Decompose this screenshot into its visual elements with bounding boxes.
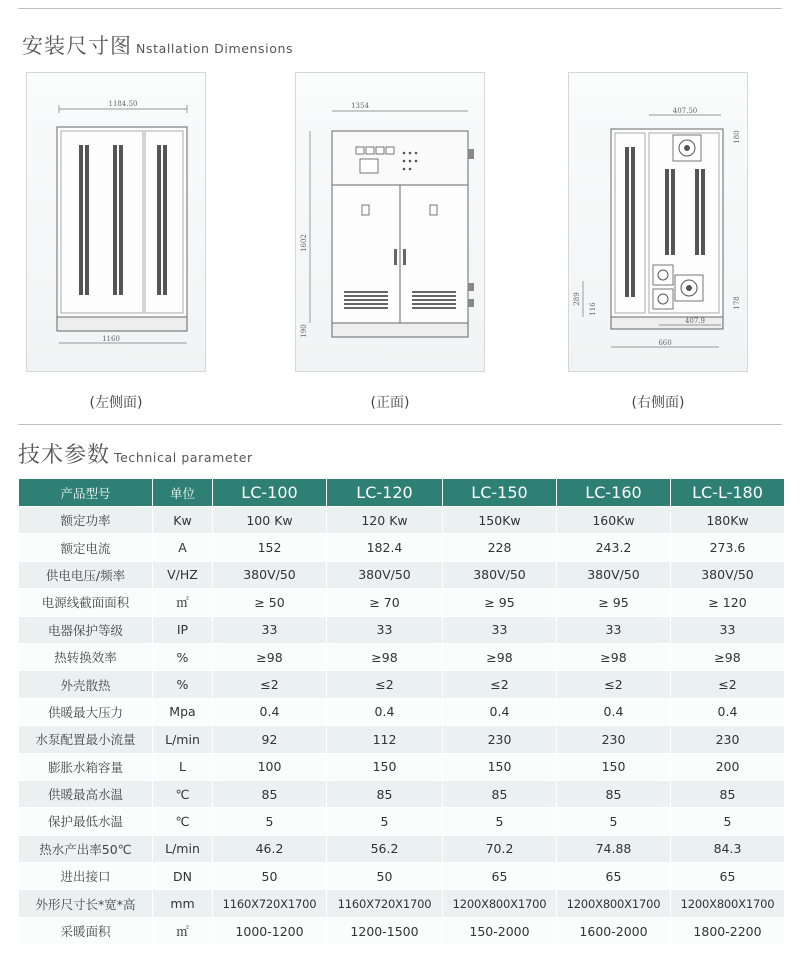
value-cell: ≥ 95 bbox=[443, 589, 557, 616]
value-cell: 380V/50 bbox=[671, 561, 785, 588]
value-cell: 1600-2000 bbox=[557, 917, 671, 944]
table-row bbox=[19, 589, 785, 616]
param-name-cell: 电器保护等级 bbox=[19, 616, 153, 643]
value-cell: 380V/50 bbox=[213, 561, 327, 588]
param-name-cell: 进出接口 bbox=[19, 863, 153, 890]
param-name-cell: 供暖最大压力 bbox=[19, 698, 153, 725]
left-dim-depth: 1160 bbox=[102, 335, 120, 343]
param-name-cell: 水泵配置最小流量 bbox=[19, 726, 153, 753]
value-cell: 5 bbox=[327, 808, 443, 835]
value-cell: 150Kw bbox=[443, 507, 557, 534]
value-cell: 92 bbox=[213, 726, 327, 753]
value-cell: 5 bbox=[443, 808, 557, 835]
unit-cell: V/HZ bbox=[153, 561, 213, 588]
unit-cell: A bbox=[153, 534, 213, 561]
table-row bbox=[19, 616, 785, 643]
unit-cell: L/min bbox=[153, 726, 213, 753]
table-row bbox=[19, 671, 785, 698]
table-row bbox=[19, 890, 785, 917]
value-cell: 243.2 bbox=[557, 534, 671, 561]
value-cell: 150 bbox=[557, 753, 671, 780]
value-cell: 70.2 bbox=[443, 835, 557, 862]
value-cell: 1800-2200 bbox=[671, 917, 785, 944]
unit-cell: L bbox=[153, 753, 213, 780]
unit-cell: mm bbox=[153, 890, 213, 917]
value-cell: 100 Kw bbox=[213, 507, 327, 534]
section-divider bbox=[18, 424, 782, 425]
right-side-drawing bbox=[569, 73, 749, 373]
header-lc-120: LC-120 bbox=[327, 479, 443, 507]
table-row bbox=[19, 835, 785, 862]
install-title-en: Nstallation Dimensions bbox=[136, 41, 294, 56]
value-cell: ≤2 bbox=[443, 671, 557, 698]
value-cell: 152 bbox=[213, 534, 327, 561]
unit-cell: Kw bbox=[153, 507, 213, 534]
tech-title-cn: 技术参数 bbox=[18, 443, 111, 468]
table-row bbox=[19, 726, 785, 753]
value-cell: 180Kw bbox=[671, 507, 785, 534]
install-title-cn: 安装尺寸图 bbox=[22, 34, 132, 58]
value-cell: ≤2 bbox=[213, 671, 327, 698]
param-name-cell: 外形尺寸长*宽*高 bbox=[19, 890, 153, 917]
value-cell: 0.4 bbox=[327, 698, 443, 725]
table-row bbox=[19, 808, 785, 835]
table-row bbox=[19, 534, 785, 561]
param-name-cell: 外壳散热 bbox=[19, 671, 153, 698]
value-cell: 5 bbox=[671, 808, 785, 835]
value-cell: 230 bbox=[443, 726, 557, 753]
front-drawing bbox=[296, 73, 486, 373]
value-cell: 100 bbox=[213, 753, 327, 780]
param-name-cell: 保护最低水温 bbox=[19, 808, 153, 835]
install-section-title bbox=[22, 30, 293, 60]
value-cell: ≤2 bbox=[327, 671, 443, 698]
value-cell: 0.4 bbox=[443, 698, 557, 725]
param-name-cell: 膨胀水箱容量 bbox=[19, 753, 153, 780]
value-cell: ≥98 bbox=[557, 643, 671, 670]
header-model: 产品型号 bbox=[19, 479, 153, 507]
value-cell: 33 bbox=[327, 616, 443, 643]
value-cell: ≥98 bbox=[671, 643, 785, 670]
table-row bbox=[19, 780, 785, 807]
value-cell: ≥ 70 bbox=[327, 589, 443, 616]
header-lc-100: LC-100 bbox=[213, 479, 327, 507]
table-row bbox=[19, 863, 785, 890]
unit-cell: % bbox=[153, 671, 213, 698]
value-cell: 46.2 bbox=[213, 835, 327, 862]
table-header-row bbox=[19, 479, 785, 507]
value-cell: 1200-1500 bbox=[327, 917, 443, 944]
table-row bbox=[19, 507, 785, 534]
value-cell: 50 bbox=[213, 863, 327, 890]
value-cell: ≥ 120 bbox=[671, 589, 785, 616]
value-cell: 0.4 bbox=[671, 698, 785, 725]
front-dim-width: 1354 bbox=[351, 102, 369, 110]
right-dim-height-2: 116 bbox=[589, 302, 597, 316]
value-cell: ≥ 95 bbox=[557, 589, 671, 616]
unit-cell: ℃ bbox=[153, 780, 213, 807]
value-cell: 112 bbox=[327, 726, 443, 753]
value-cell: 33 bbox=[557, 616, 671, 643]
value-cell: ≤2 bbox=[557, 671, 671, 698]
value-cell: ≤2 bbox=[671, 671, 785, 698]
param-name-cell: 电源线截面面积 bbox=[19, 589, 153, 616]
param-name-cell: 额定电流 bbox=[19, 534, 153, 561]
right-dim-height-3: 178 bbox=[733, 296, 741, 310]
value-cell: ≥98 bbox=[327, 643, 443, 670]
right-dim-height-1: 289 bbox=[573, 292, 581, 306]
value-cell: ≥ 50 bbox=[213, 589, 327, 616]
left-side-caption: (左侧面) bbox=[89, 395, 143, 411]
table-row bbox=[19, 917, 785, 944]
value-cell: 65 bbox=[443, 863, 557, 890]
left-side-view bbox=[26, 72, 206, 372]
value-cell: 150-2000 bbox=[443, 917, 557, 944]
value-cell: 85 bbox=[213, 780, 327, 807]
value-cell: 85 bbox=[443, 780, 557, 807]
left-dim-width: 1184.50 bbox=[108, 100, 138, 108]
header-lc-150: LC-150 bbox=[443, 479, 557, 507]
value-cell: 150 bbox=[443, 753, 557, 780]
right-dim-bottom: 407.9 bbox=[684, 317, 706, 325]
value-cell: 0.4 bbox=[213, 698, 327, 725]
value-cell: 65 bbox=[557, 863, 671, 890]
right-dim-depth: 660 bbox=[658, 339, 672, 347]
table-row bbox=[19, 753, 785, 780]
value-cell: 1200X800X1700 bbox=[443, 890, 557, 917]
value-cell: 85 bbox=[327, 780, 443, 807]
param-name-cell: 供电电压/频率 bbox=[19, 561, 153, 588]
value-cell: 1200X800X1700 bbox=[557, 890, 671, 917]
value-cell: 200 bbox=[671, 753, 785, 780]
value-cell: 33 bbox=[443, 616, 557, 643]
param-name-cell: 采暖面积 bbox=[19, 917, 153, 944]
value-cell: 85 bbox=[671, 780, 785, 807]
unit-cell: ℃ bbox=[153, 808, 213, 835]
value-cell: 56.2 bbox=[327, 835, 443, 862]
value-cell: 230 bbox=[671, 726, 785, 753]
value-cell: 1200X800X1700 bbox=[671, 890, 785, 917]
unit-cell: ㎡ bbox=[153, 589, 213, 616]
unit-cell: IP bbox=[153, 616, 213, 643]
value-cell: 84.3 bbox=[671, 835, 785, 862]
right-side-caption: (右侧面) bbox=[631, 395, 685, 411]
value-cell: ≥98 bbox=[443, 643, 557, 670]
front-dim-height: 1602 bbox=[300, 234, 308, 252]
unit-cell: L/min bbox=[153, 835, 213, 862]
tech-section-title bbox=[18, 438, 253, 469]
right-dim-top: 407.50 bbox=[672, 107, 698, 115]
value-cell: 380V/50 bbox=[443, 561, 557, 588]
right-dim-side: 180 bbox=[733, 130, 741, 144]
value-cell: 182.4 bbox=[327, 534, 443, 561]
value-cell: 150 bbox=[327, 753, 443, 780]
table-row bbox=[19, 561, 785, 588]
value-cell: ≥98 bbox=[213, 643, 327, 670]
value-cell: 85 bbox=[557, 780, 671, 807]
front-view bbox=[295, 72, 485, 372]
value-cell: 380V/50 bbox=[557, 561, 671, 588]
value-cell: 380V/50 bbox=[327, 561, 443, 588]
table-row bbox=[19, 643, 785, 670]
front-caption: (正面) bbox=[370, 395, 410, 411]
param-name-cell: 额定功率 bbox=[19, 507, 153, 534]
header-lc-160: LC-160 bbox=[557, 479, 671, 507]
param-name-cell: 热转换效率 bbox=[19, 643, 153, 670]
value-cell: 228 bbox=[443, 534, 557, 561]
header-unit: 单位 bbox=[153, 479, 213, 507]
value-cell: 50 bbox=[327, 863, 443, 890]
value-cell: 273.6 bbox=[671, 534, 785, 561]
value-cell: 0.4 bbox=[557, 698, 671, 725]
front-dim-base: 190 bbox=[300, 324, 308, 338]
value-cell: 1160X720X1700 bbox=[327, 890, 443, 917]
value-cell: 33 bbox=[213, 616, 327, 643]
unit-cell: Mpa bbox=[153, 698, 213, 725]
right-side-view bbox=[568, 72, 748, 372]
unit-cell: ㎡ bbox=[153, 917, 213, 944]
value-cell: 65 bbox=[671, 863, 785, 890]
value-cell: 160Kw bbox=[557, 507, 671, 534]
param-name-cell: 热水产出率50℃ bbox=[19, 835, 153, 862]
tech-parameter-table bbox=[18, 478, 785, 945]
value-cell: 5 bbox=[557, 808, 671, 835]
top-divider bbox=[18, 8, 782, 9]
value-cell: 74.88 bbox=[557, 835, 671, 862]
tech-title-en: Technical parameter bbox=[114, 450, 253, 465]
value-cell: 230 bbox=[557, 726, 671, 753]
value-cell: 120 Kw bbox=[327, 507, 443, 534]
param-name-cell: 供暖最高水温 bbox=[19, 780, 153, 807]
value-cell: 1000-1200 bbox=[213, 917, 327, 944]
left-side-drawing bbox=[27, 73, 207, 373]
unit-cell: % bbox=[153, 643, 213, 670]
value-cell: 1160X720X1700 bbox=[213, 890, 327, 917]
unit-cell: DN bbox=[153, 863, 213, 890]
header-lc-l-180: LC-L-180 bbox=[671, 479, 785, 507]
value-cell: 5 bbox=[213, 808, 327, 835]
value-cell: 33 bbox=[671, 616, 785, 643]
table-row bbox=[19, 698, 785, 725]
